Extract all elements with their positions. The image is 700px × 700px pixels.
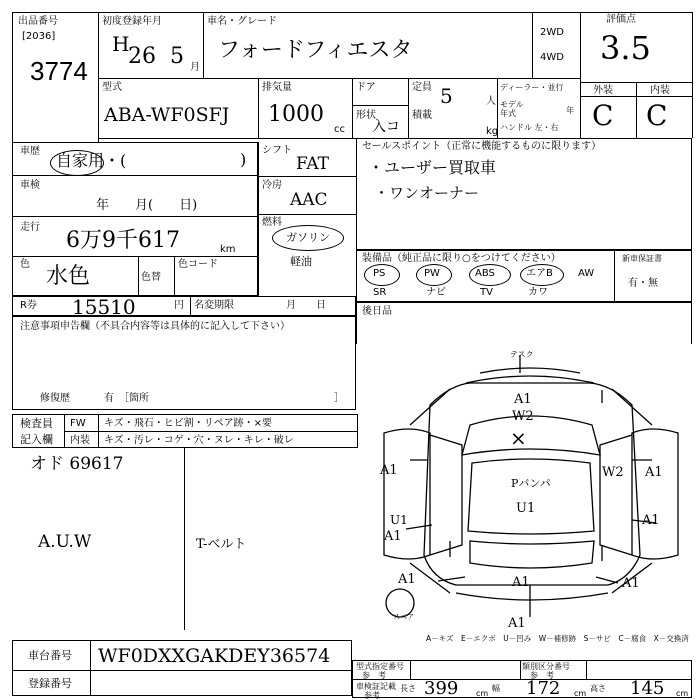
width-value: 172 <box>526 678 561 699</box>
damage-mark-3: × <box>510 426 527 450</box>
drive-2wd: 2WD <box>540 27 564 38</box>
inspector-row1: キズ・飛石・ヒビ割・リペア跡・×要 <box>104 418 272 429</box>
damage-mark-10: A1 <box>642 513 660 528</box>
chassis-label: 車台番号 <box>28 649 72 662</box>
equipment-top-2: PW <box>424 268 440 279</box>
damage-legend: A－キズ E－エクボ U－凹み W－補修跡 S－サビ C－腐食 X－交換済 <box>426 634 689 643</box>
score-label: 評価点 <box>606 14 636 25</box>
color-code-label: 色コード <box>178 259 218 270</box>
mileage-label: 走行 <box>20 222 40 233</box>
exterior-label: 外装 <box>593 85 613 96</box>
damage-mark-4: A1 <box>380 463 398 478</box>
width-label: 幅 <box>492 684 500 693</box>
equipment-circle-ps <box>364 264 400 286</box>
ac-label: 冷房 <box>262 180 282 191</box>
shift-value: FAT <box>296 154 330 174</box>
equipment-top-3: ABS <box>475 268 495 279</box>
equipment-circle-pw <box>416 264 452 286</box>
exterior-grade: C <box>592 99 614 132</box>
score: 3.5 <box>600 29 651 67</box>
damage-mark-9: U1 <box>390 513 408 527</box>
damage-mark-6: W2 <box>602 465 624 480</box>
equipment-circle-abs <box>469 264 511 286</box>
equipment-top-1: PS <box>373 268 386 279</box>
fuel-label: 燃料 <box>262 217 282 228</box>
sales-point-1: ・ユーザー買取車 <box>368 158 497 177</box>
model-label: 型式 <box>102 82 122 93</box>
car-name: フォードフィエスタ <box>218 38 413 63</box>
inspector-row2-tag: 内装 <box>70 435 90 446</box>
damage-mark-15: A1 <box>508 616 526 631</box>
equipment-top-5: AW <box>578 268 595 279</box>
dimension-label: 車検証記載 <box>356 682 396 691</box>
fuel-value: ガソリン <box>286 231 330 244</box>
load-unit: kg <box>486 126 499 137</box>
repair-close: ］ <box>334 393 344 404</box>
damage-mark-2: W2 <box>512 409 534 424</box>
dimension-ref: 参考 <box>364 691 380 700</box>
length-unit: cm <box>476 689 489 698</box>
equipment-label: 装備品（純正品に限り○をつけてください） <box>362 253 561 264</box>
odometer-memo: オド 69617 <box>30 454 124 474</box>
history-value: 自家用・( <box>56 151 127 170</box>
mileage-value: 6万9千617 <box>66 228 180 253</box>
car-name-label: 車名・グレード <box>207 16 277 27</box>
inspector-label-1: 検査員 <box>20 417 53 430</box>
damage-mark-14: A1 <box>622 576 640 591</box>
width-unit: cm <box>574 689 587 698</box>
registration-month: 5 <box>170 44 184 69</box>
rear-items-label: 後日品 <box>362 306 392 317</box>
registration-month-unit: 月 <box>190 62 200 73</box>
history-label: 車歴 <box>20 146 40 157</box>
damage-mark-11: A1 <box>384 529 402 544</box>
sales-point-2: ・ワンオーナー <box>374 184 480 202</box>
shift-label: シフト <box>262 145 292 156</box>
height-value: 145 <box>630 678 665 699</box>
shape-label: 形状 <box>356 110 376 121</box>
recycle-unit: 円 <box>174 300 184 311</box>
inspector-label-2: 記入欄 <box>20 433 53 446</box>
inspection-label: 車検 <box>20 180 40 191</box>
type-number-label: 型式指定番号 <box>356 662 404 671</box>
damage-mark-12: A1 <box>398 572 416 587</box>
type-number-ref: 参 考 <box>362 671 386 680</box>
diagram-front-note: テスク <box>510 350 534 359</box>
lot-number: 3774 <box>30 56 88 86</box>
height-unit: cm <box>676 689 689 698</box>
model-year-unit: 年 <box>566 106 574 115</box>
memo-auw: A.U.W <box>38 532 92 552</box>
recycle-value: 15510 <box>72 295 136 319</box>
displacement-unit: cc <box>334 124 345 135</box>
interior-grade: C <box>646 99 668 132</box>
color-swap-label: 色替 <box>141 272 161 283</box>
recycle-label: R券 <box>20 300 37 311</box>
height-label: 高さ <box>590 684 606 693</box>
length-value: 399 <box>424 678 459 699</box>
registration-era: H <box>112 32 130 56</box>
mileage-unit: km <box>220 244 236 255</box>
lot-number-label: 出品番号 <box>18 16 58 27</box>
equipment-circle-airbag <box>520 264 564 286</box>
displacement-label: 排気量 <box>262 82 292 93</box>
capacity-unit: 人 <box>486 96 496 107</box>
report-label: 注意事項申告欄（不具合内容等は具体的に記入して下さい） <box>20 321 290 332</box>
damage-mark-1: A1 <box>514 392 532 407</box>
warranty-value: 有・無 <box>628 278 658 289</box>
nameplate-unit: 月 日 <box>286 300 326 311</box>
capacity-label: 定員 <box>412 82 432 93</box>
class-number-label: 類別区分番号 <box>522 662 570 671</box>
model-year-label: モデル 年式 <box>500 100 524 118</box>
inspector-row2: キズ・汚レ・コゲ・穴・ヌレ・キレ・破レ <box>104 435 294 446</box>
history-close: ) <box>240 150 247 169</box>
nameplate-label: 名変期限 <box>194 300 234 311</box>
equipment-bottom-4: カワ <box>528 287 548 298</box>
first-registration-label: 初度登録年月 <box>102 16 162 27</box>
fuel-circle <box>272 225 344 251</box>
class-number-ref: 参 考 <box>530 671 554 680</box>
equipment-bottom-3: TV <box>480 287 493 298</box>
interior-label: 内装 <box>650 85 670 96</box>
memo-tbelt: T-ベルト <box>196 537 247 552</box>
door-label: ドア <box>356 82 376 93</box>
damage-mark-5: A1 <box>645 465 663 480</box>
spare-label: スペア <box>393 613 414 621</box>
damage-mark-8: U1 <box>516 501 536 516</box>
fuel-alt: 軽油 <box>290 255 312 268</box>
registration-number-label: 登録番号 <box>28 677 72 690</box>
repair-label: 修復歴 <box>40 393 70 404</box>
chassis-number: WF0DXXGAKDEY36574 <box>98 645 331 667</box>
inspector-row1-tag: FW <box>70 418 86 429</box>
warranty-label: 新車保証書 <box>622 254 662 263</box>
drive-4wd: 4WD <box>540 52 564 63</box>
registration-year: 26 <box>128 44 156 69</box>
displacement: 1000 <box>268 102 324 127</box>
equipment-top-4: エアB <box>526 268 553 279</box>
damage-mark-7: Pバンパ <box>511 477 551 490</box>
equipment-bottom-1: SR <box>373 287 387 298</box>
damage-mark-13: A1 <box>512 575 530 590</box>
shape-value: 入コ <box>372 119 400 135</box>
color-label: 色 <box>20 259 30 270</box>
handle-label: ハンドル 左・右 <box>500 123 559 132</box>
inspection-date: 年 月( 日) <box>96 198 198 213</box>
load-label: 積載 <box>412 110 432 121</box>
model-code: ABA-WF0SFJ <box>104 104 230 126</box>
dealer-label: ディーラー・並行 <box>500 83 564 92</box>
ac-value: AAC <box>290 190 328 210</box>
length-label: 長さ <box>400 684 416 693</box>
equipment-bottom-2: ナビ <box>426 287 446 298</box>
history-circle <box>50 150 104 176</box>
lot-sub-number: [2036] <box>22 31 56 42</box>
capacity-value: 5 <box>440 84 453 108</box>
sales-point-label: セールスポイント（正常に機能するものに限ります） <box>362 141 602 152</box>
color-value: 水色 <box>46 264 91 289</box>
repair-value: 有 ［箇所 <box>104 393 149 404</box>
